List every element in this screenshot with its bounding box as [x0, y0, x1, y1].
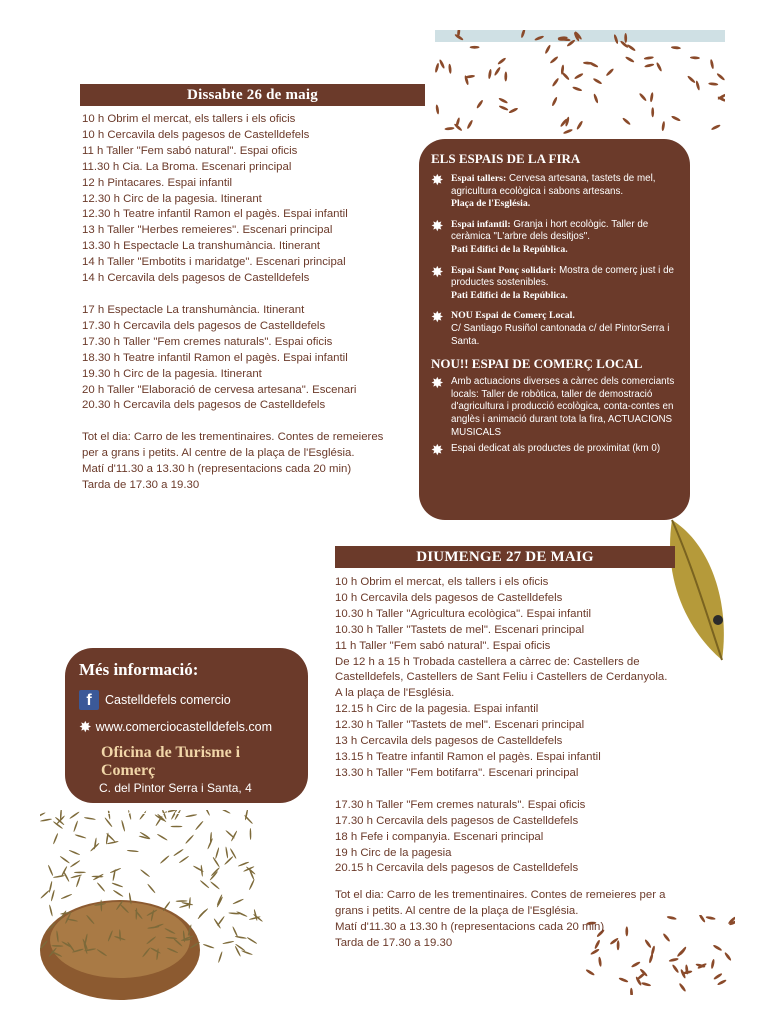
space-text: Granja i hort ecològic. Taller de ceràmica "L'arbre dels desitjos". [451, 218, 649, 243]
space-name: Espai infantil: [451, 218, 511, 230]
schedule-item: 12 h Pintacares. Espai infantil [82, 176, 233, 189]
allday-line: Matí d'11.30 a 13.30 h (representacions cada 20 min) [82, 462, 352, 475]
allday-line: Tot el dia: Carro de les trementinaires. Contes de remeieres [82, 431, 384, 443]
schedule-item: 20.30 h Cercavila dels pagesos de Castelldefels [82, 399, 326, 412]
schedule-item: 18 h Fefe i companyia. Escenari principal [335, 830, 544, 843]
star-icon: ✸ [431, 263, 444, 281]
website-row[interactable] [79, 718, 294, 736]
space-place: Plaça de l'Església. [451, 198, 531, 210]
spacer [335, 782, 685, 798]
schedule-item: 17 h Espectacle La transhumància. Itinerant [82, 303, 305, 316]
website-link[interactable]: www.comerciocastelldefels.com [95, 720, 273, 734]
allday-line: Matí d'11.30 a 13.30 h (representacions cada 20 min) [335, 920, 605, 933]
local-item-text: Espai dedicat als productes de proximitat (km 0) [451, 443, 661, 455]
schedule-item: 10 h Obrim el mercat, els tallers i els oficis [335, 576, 549, 588]
schedule-item: 10 h Cercavila dels pagesos de Castelldefels [335, 591, 563, 604]
more-info-title: Més informació: [79, 660, 199, 679]
facebook-label[interactable]: Castelldefels comercio [105, 693, 231, 707]
schedule-item: 14 h Taller "Embotits i maridatge". Escenari principal [82, 256, 346, 269]
schedule-item: 12.15 h Circ de la pagesia. Espai infantil [335, 703, 539, 716]
sunday-schedule [335, 575, 685, 877]
allday-line: Tarda de 17.30 a 19.30 [335, 936, 453, 949]
allday-line: grans i petits. Al centre de la plaça de l'Església. [335, 904, 579, 917]
schedule-item: 11 h Taller "Fem sabó natural". Espai oficis [335, 639, 551, 652]
schedule-item: A la plaça de l'Església. [335, 687, 455, 700]
space-name: Espai tallers: [451, 173, 507, 184]
local-commerce-title: NOU!! ESPAI DE COMERÇ LOCAL [431, 356, 643, 372]
schedule-item: 11 h Taller "Fem sabó natural". Espai oficis [82, 144, 298, 157]
star-icon: ✸ [431, 442, 444, 460]
facebook-row[interactable] [79, 690, 294, 710]
schedule-item: 20.15 h Cercavila dels pagesos de Castelldefels [335, 862, 579, 875]
sunday-title: DIUMENGE 27 DE MAIG [335, 546, 675, 568]
space-place: Pati Edifici de la República. [451, 289, 568, 301]
schedule-item: 13 h Taller "Herbes remeieres". Escenari principal [82, 224, 333, 237]
office-address: C. del Pintor Serra i Santa, 4 [99, 781, 252, 795]
schedule-item: De 12 h a 15 h Trobada castellera a càrrec de: Castellers de [335, 655, 640, 668]
space-text: C/ Santiago Rusiñol cantonada c/ del PintorSerra i Santa. [451, 322, 670, 347]
space-item [431, 219, 680, 257]
schedule-item: 13 h Cercavila dels pagesos de Castelldefels [335, 735, 563, 748]
schedule-item: 10.30 h Taller "Tastets de mel". Escenari principal [335, 623, 585, 636]
sunday-allday [335, 888, 695, 952]
schedule-item: 12.30 h Taller "Tastets de mel". Escenari principal [335, 719, 585, 732]
herb-bowl-image [40, 810, 300, 1000]
schedule-item: 19.30 h Circ de la pagesia. Itinerant [82, 367, 262, 380]
schedule-item: 17.30 h Cercavila dels pagesos de Castelldefels [335, 814, 579, 827]
schedule-item: 17.30 h Cercavila dels pagesos de Castelldefels [82, 319, 326, 332]
space-name: Espai Sant Ponç solidari: [451, 264, 557, 276]
spacer [82, 287, 422, 303]
star-icon: ✸ [431, 375, 444, 393]
local-item-text: Amb actuacions diverses a càrrec dels comerciants locals: Taller de robòtica, taller de demostració d'agricultura i producció ecològica, conta-contes en anglès i animació durant tota la fira, ACTUACIONS MUSICALS [451, 376, 675, 438]
schedule-item: 20 h Taller "Elaboració de cervesa artesana". Escenari [82, 383, 357, 396]
saturday-title: Dissabte 26 de maig [80, 84, 425, 106]
office-phone: Tel 93 635 27 27 [99, 803, 188, 817]
schedule-item: 13.30 h Taller "Fem botifarra". Escenari principal [335, 766, 579, 779]
saturday-schedule [82, 112, 422, 414]
schedule-item: 18.30 h Teatre infantil Ramon el pagès. Espai infantil [82, 351, 348, 364]
schedule-item: 17.30 h Taller "Fem cremes naturals". Espai oficis [335, 798, 586, 811]
space-text: Mostra de comerç just i de productes sostenibles. [451, 264, 674, 289]
local-item [431, 376, 680, 439]
space-item [431, 173, 680, 211]
schedule-item: 17.30 h Taller "Fem cremes naturals". Espai oficis [82, 335, 333, 348]
schedule-item: 13.15 h Teatre infantil Ramon el pagès. Espai infantil [335, 750, 601, 763]
fair-spaces-title: ELS ESPAIS DE LA FIRA [431, 151, 581, 166]
allday-line: per a grans i petits. Al centre de la plaça de l'Església. [82, 446, 355, 459]
space-name: NOU Espai de Comerç Local. [451, 310, 575, 322]
more-info-card [65, 648, 308, 817]
local-item [431, 443, 680, 458]
star-icon: ✸ [79, 719, 92, 736]
star-icon: ✸ [431, 217, 444, 235]
allday-line: Tot el dia: Carro de les trementinaires. Contes de remeieres per a [335, 889, 666, 901]
schedule-item: 19 h Circ de la pagesia [335, 846, 452, 859]
star-icon: ✸ [431, 309, 444, 327]
star-icon: ✸ [431, 172, 444, 189]
fair-spaces-card [419, 139, 690, 520]
saturday-allday [82, 430, 422, 494]
allday-line: Tarda de 17.30 a 19.30 [82, 478, 200, 491]
schedule-item: 12.30 h Teatre infantil Ramon el pagès. Espai infantil [82, 208, 348, 221]
schedule-item: 10 h Obrim el mercat, els tallers i els oficis [82, 113, 296, 125]
schedule-item: 12.30 h Circ de la pagesia. Itinerant [82, 192, 262, 205]
space-text: Cervesa artesana, tastets de mel, agricultura ecològica i sabons artesans. [451, 173, 656, 197]
schedule-item: 10 h Cercavila dels pagesos de Castelldefels [82, 128, 310, 141]
schedule-item: 13.30 h Espectacle La transhumància. Itinerant [82, 240, 321, 253]
space-item [431, 310, 680, 348]
office-name: Oficina de Turisme i Comerç [101, 744, 241, 779]
schedule-item: 11.30 h Cia. La Broma. Escenari principal [82, 160, 292, 173]
seeds-image-top [435, 30, 725, 140]
space-place: Pati Edifici de la República. [451, 243, 568, 255]
space-item [431, 265, 680, 303]
schedule-item: 10.30 h Taller "Agricultura ecològica". Espai infantil [335, 607, 592, 620]
schedule-item: Castelldefels, Castellers de Sant Feliu i Castellers de Cerdanyola. [335, 671, 668, 684]
schedule-item: 14 h Cercavila dels pagesos de Castelldefels [82, 272, 310, 285]
facebook-icon: f [79, 690, 99, 710]
